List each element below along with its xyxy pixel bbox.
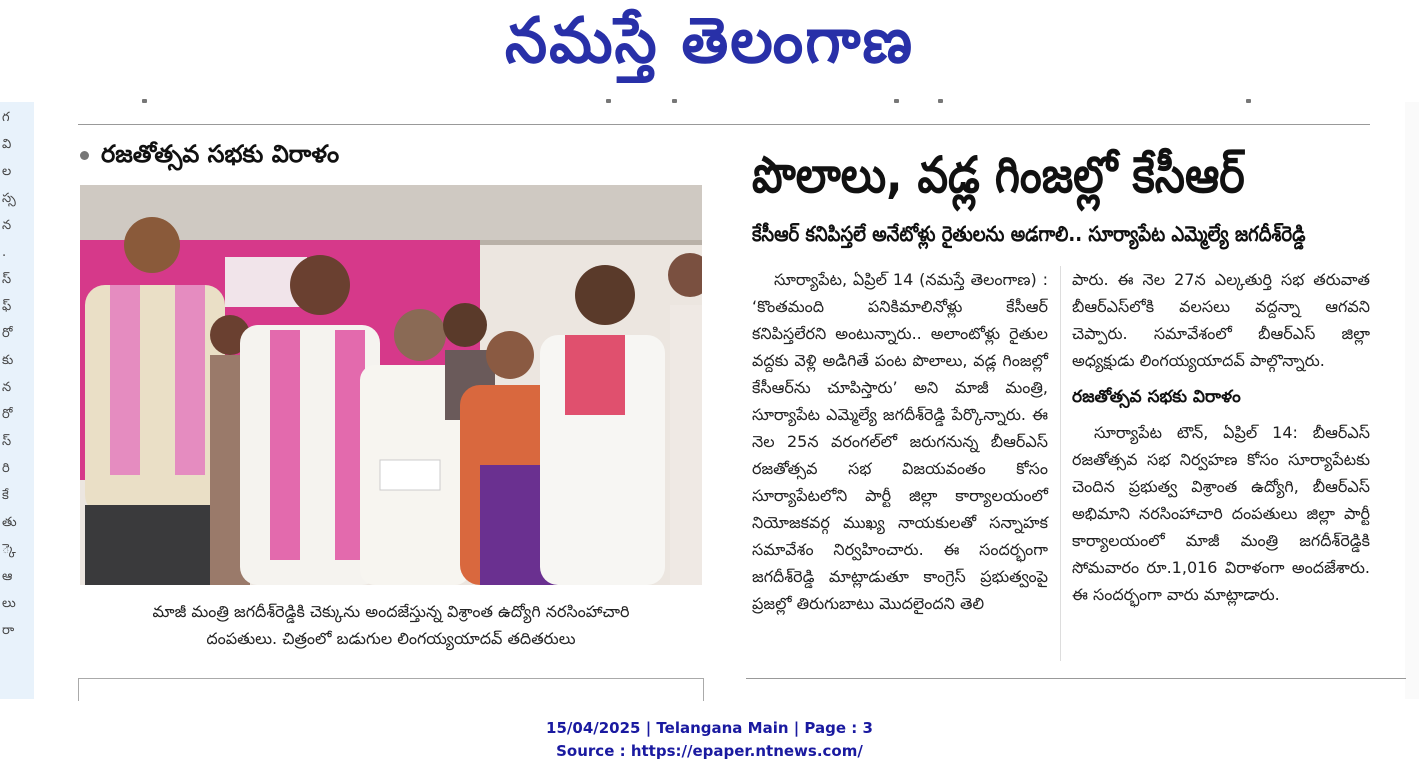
left-fragment-glyph: కు	[2, 353, 14, 368]
left-fragment-glyph: స్	[2, 434, 12, 449]
section-rule	[78, 124, 1370, 125]
left-fragment-glyph: ఆ	[2, 569, 13, 584]
left-fragment-glyph: ఫ్	[2, 299, 12, 314]
masthead	[0, 0, 1419, 82]
photo-caption	[80, 598, 702, 652]
footer-date-page: 15/04/2025 | Telangana Main | Page : 3	[546, 719, 873, 737]
photo-headline	[80, 140, 339, 174]
left-fragment-glyph: రో	[2, 326, 13, 341]
left-fragment-glyph: రి	[2, 461, 10, 476]
footer-source[interactable]: Source : https://epaper.ntnews.com/	[556, 742, 863, 760]
caption-line-2: దంపతులు. చిత్రంలో బడుగుల లింగయ్యయాదవ్ తదితరులు	[206, 629, 576, 648]
left-column-fragment	[0, 102, 34, 699]
page-footer	[0, 717, 1419, 763]
left-fragment-glyph: గ	[2, 110, 10, 125]
right-column-fragment	[1405, 102, 1419, 699]
left-fragment-glyph: .	[2, 245, 7, 260]
left-fragment-glyph: తు	[2, 515, 17, 530]
left-fragment-glyph: స్స	[2, 191, 16, 206]
photo-headline-text: రజతోత్సవ సభకు విరాళం	[101, 140, 340, 168]
bullet-icon	[80, 151, 89, 160]
caption-line-1: మాజీ మంత్రి జగదీశ్‌రెడ్డికి చెక్కును అందజేస్తున్న విశ్రాంత ఉద్యోగి నరసింహాచారి	[152, 602, 630, 621]
article-body-continued: పారు. ఈ నెల 27న ఎల్కతుర్తి సభ తరువాత బీఆర్‌ఎస్‌లోకి వలసలు వద్దన్నా ఆగవని చెప్పారు. సమావేశంలో బీఆర్‌ఎస్ జిల్లా అధ్యక్షుడు లింగయ్యయాదవ్ పాల్గొన్నారు.	[1072, 270, 1370, 370]
column-divider	[1060, 266, 1061, 661]
article-column-2	[1072, 266, 1370, 608]
cut-off-text-line	[78, 96, 1368, 106]
left-fragment-glyph: రా	[2, 623, 15, 638]
article-body-text: సూర్యాపేట, ఏప్రిల్ 14 (నమస్తే తెలంగాణ) : ‘కొంతమంది పనికిమాలినోళ్లు కేసీఆర్ కనిపిస్తలేరని అంటున్నారు.. అలాంటోళ్లు రైతుల వద్దకు వెళ్లి అడిగితే పంట పొలాలు, వడ్ల గింజల్లో కేసీఆర్‌ను చూపిస్తారు’ అని మాజీ మంత్రి, సూర్యాపేట ఎమ్మెల్యే జగదీశ్‌రెడ్డి పేర్కొన్నారు. ఈ నెల 25న వరంగల్‌లో జరుగనున్న బీఆర్‌ఎస్ రజతోత్సవ సభ విజయవంతం కోసం సూర్యాపేటలోని పార్టీ జిల్లా కార్యాలయంలో నియోజకవర్గ ముఖ్య నాయకులతో సన్నాహక సమావేశం నిర్వహించారు. ఈ సందర్భంగా జగదీశ్‌రెడ్డి మాట్లాడుతూ కాంగ్రెస్ ప్రభుత్వంపై ప్రజల్లో తిరుగుబాటు మొదలైందని తెలి	[752, 270, 1048, 613]
masthead-title: నమస్తే తెలంగాణ	[504, 4, 915, 78]
article-sub-heading: రజతోత్సవ సభకు విరాళం	[1072, 387, 1241, 407]
left-fragment-glyph: ల	[2, 164, 12, 179]
next-story-box	[78, 678, 704, 701]
left-fragment-glyph: న	[2, 218, 12, 233]
left-fragment-glyph: వి	[2, 137, 12, 152]
left-fragment-glyph: స్	[2, 272, 12, 287]
bottom-rule	[746, 678, 1406, 679]
article-headline: పొలాలు, వడ్ల గింజల్లో కేసీఆర్	[752, 146, 1245, 204]
news-photo	[80, 185, 702, 585]
photo-illustration	[80, 185, 702, 585]
left-fragment-glyph: లు	[2, 596, 16, 611]
article-body-text-2: సూర్యాపేట టౌన్, ఏప్రిల్ 14: బీఆర్‌ఎస్ రజతోత్సవ సభ నిర్వహణ కోసం సూర్యాపేటకు చెందిన ప్రభుత్వ విశ్రాంత ఉద్యోగి, బీఆర్‌ఎస్ అభిమాని నరసింహాచారి దంపతులు జిల్లా పార్టీ కార్యాలయంలో మాజీ మంత్రి జగదీశ్‌రెడ్డికి సోమవారం రూ.1,016 విరాళంగా అందజేశారు. ఈ సందర్భంగా వారు మాట్లాడారు.	[1072, 423, 1370, 604]
left-fragment-glyph: రో	[2, 407, 13, 422]
left-fragment-glyph: ్కె	[2, 542, 16, 557]
left-fragment-glyph: న	[2, 380, 12, 395]
article-column-1	[752, 266, 1048, 617]
article-subhead: కేసీఆర్ కనిపిస్తలే అనేటోళ్లు రైతులను అడగాలి.. సూర్యాపేట ఎమ్మెల్యే జగదీశ్‌రెడ్డి	[752, 222, 1306, 246]
left-fragment-glyph: కే	[2, 488, 9, 503]
